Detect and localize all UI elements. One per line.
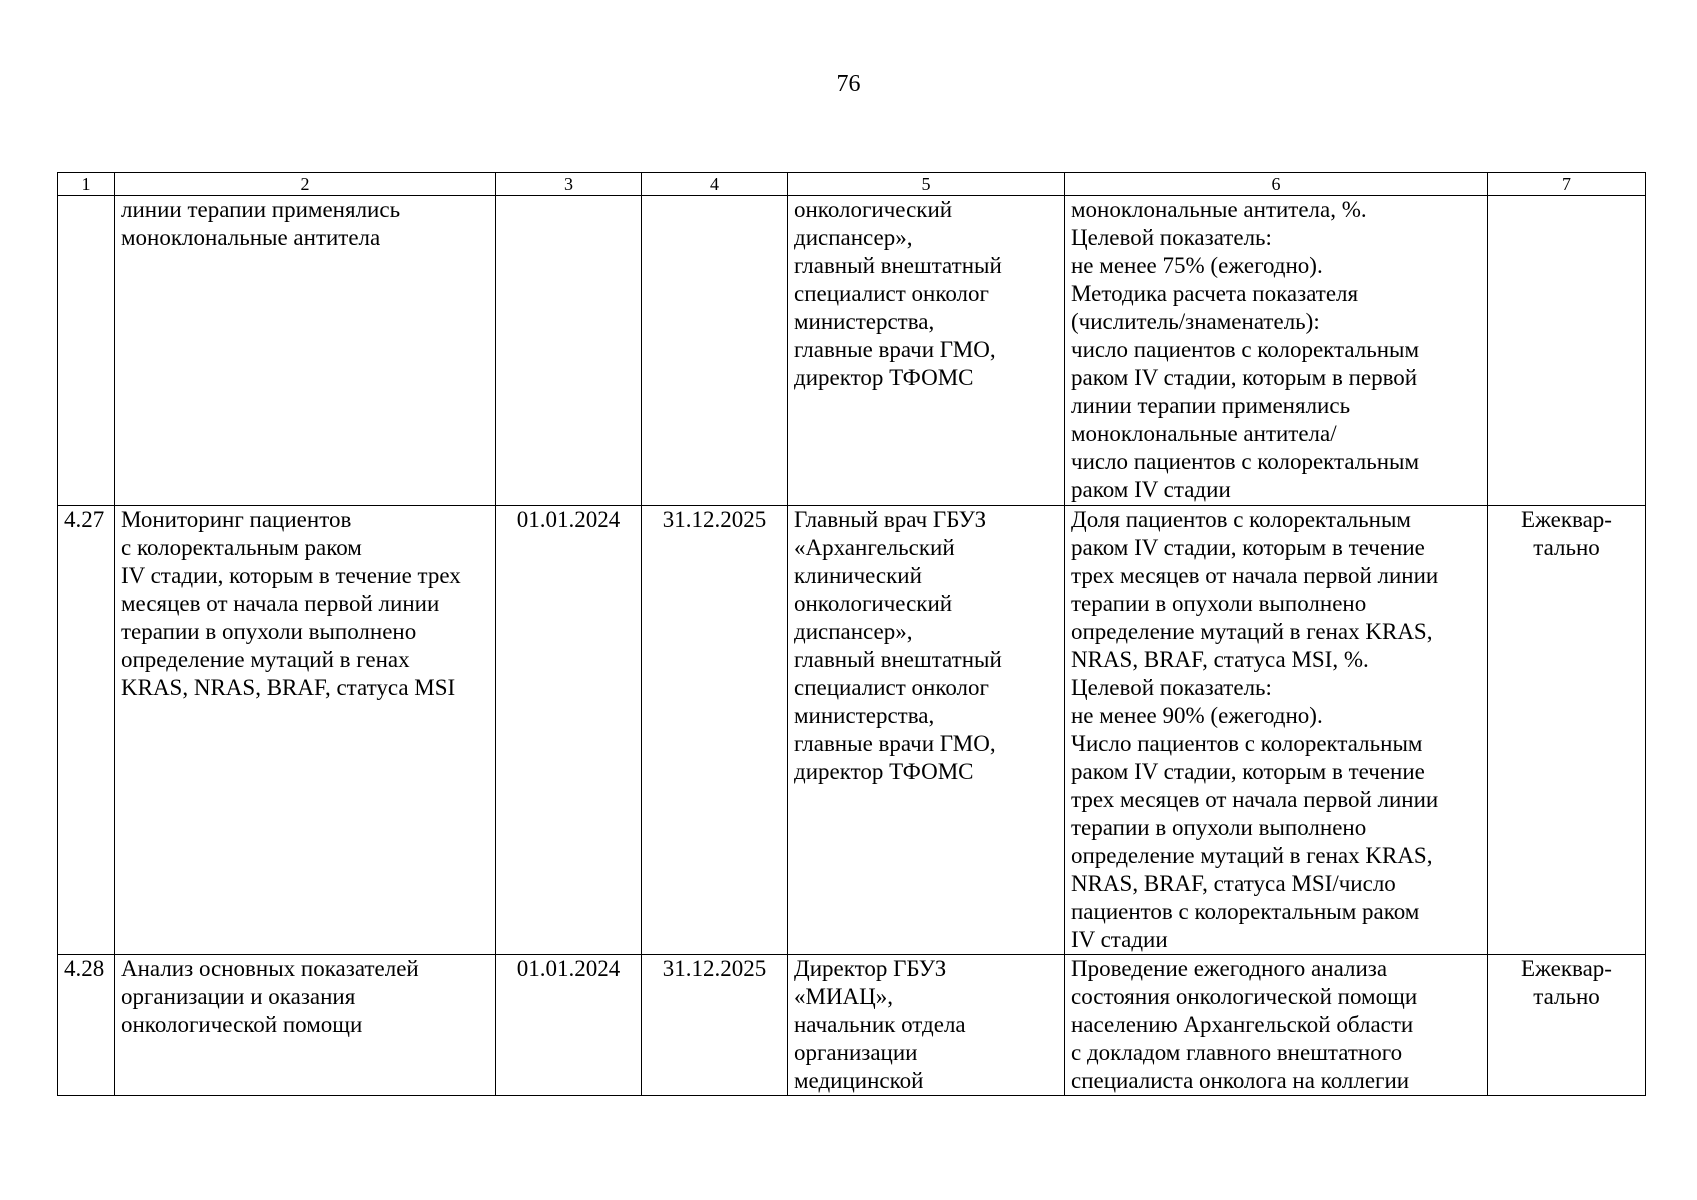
column-header-3: 3 <box>496 173 642 196</box>
end-date <box>642 196 788 506</box>
indicator-description: Проведение ежегодного анализа состояния онкологической помощи населению Архангельской области с докладом главного внештатного специалиста онколога на коллегии <box>1065 955 1488 1096</box>
column-header-5: 5 <box>788 173 1065 196</box>
column-header-4: 4 <box>642 173 788 196</box>
responsible-persons: Директор ГБУЗ «МИАЦ», начальник отдела организации медицинской <box>788 955 1065 1096</box>
indicator-description: Доля пациентов с колоректальным раком IV стадии, которым в течение трех месяцев от начала первой линии терапии в опухоли выполнено определение мутаций в генах KRAS, NRAS, BRAF, статуса MSI, %. Целевой показатель: не менее 90% (ежегодно). Число пациентов с колоректальным раком IV стадии, которым в течение трех месяцев от начала первой линии терапии в опухоли выполнено определение мутаций в генах KRAS, NRAS, BRAF, статуса MSI/число пациентов с колоректальным раком IV стадии <box>1065 506 1488 955</box>
end-date: 31.12.2025 <box>642 955 788 1096</box>
header-row <box>58 173 1646 196</box>
column-header-7: 7 <box>1488 173 1646 196</box>
start-date: 01.01.2024 <box>496 955 642 1096</box>
responsible-persons: онкологический диспансер», главный внештатный специалист онколог министерства, главные врачи ГМО, директор ТФОМС <box>788 196 1065 506</box>
page-number: 76 <box>836 71 861 97</box>
frequency: Ежеквар- тально <box>1488 955 1646 1096</box>
start-date: 01.01.2024 <box>496 506 642 955</box>
table-row <box>58 955 1646 1096</box>
plan-table <box>57 172 1646 1096</box>
column-header-6: 6 <box>1065 173 1488 196</box>
activity-description: линии терапии применялись моноклональные антитела <box>115 196 496 506</box>
row-number: 4.28 <box>58 955 115 1096</box>
start-date <box>496 196 642 506</box>
responsible-persons: Главный врач ГБУЗ «Архангельский клинический онкологический диспансер», главный внештатный специалист онколог министерства, главные врачи ГМО, директор ТФОМС <box>788 506 1065 955</box>
activity-description: Анализ основных показателей организации и оказания онкологической помощи <box>115 955 496 1096</box>
row-number <box>58 196 115 506</box>
table-row <box>58 506 1646 955</box>
column-header-1: 1 <box>58 173 115 196</box>
column-header-2: 2 <box>115 173 496 196</box>
frequency: Ежеквар- тально <box>1488 506 1646 955</box>
frequency <box>1488 196 1646 506</box>
indicator-description: моноклональные антитела, %. Целевой показатель: не менее 75% (ежегодно). Методика расчета показателя (числитель/знаменатель): число пациентов с колоректальным раком IV стадии, которым в первой линии терапии применялись моноклональные антитела/ число пациентов с колоректальным раком IV стадии <box>1065 196 1488 506</box>
table-row <box>58 196 1646 506</box>
activity-description: Мониторинг пациентов с колоректальным раком IV стадии, которым в течение трех месяцев от начала первой линии терапии в опухоли выполнено определение мутаций в генах KRAS, NRAS, BRAF, статуса MSI <box>115 506 496 955</box>
end-date: 31.12.2025 <box>642 506 788 955</box>
row-number: 4.27 <box>58 506 115 955</box>
